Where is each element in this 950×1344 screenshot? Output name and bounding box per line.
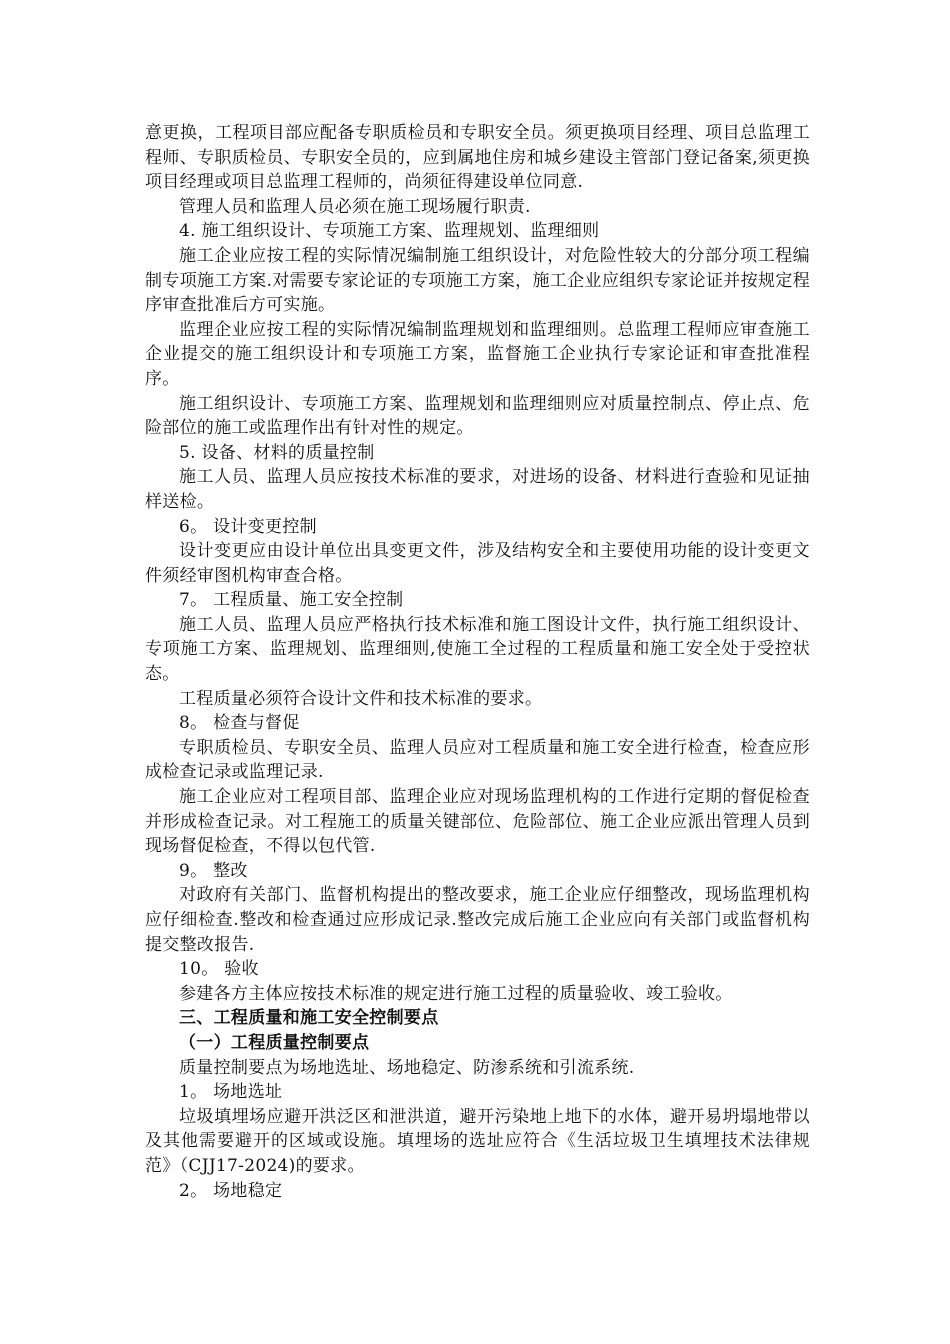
- paragraph: 10。 验收: [179, 959, 259, 980]
- paragraph: 施工人员、监理人员应严格执行技术标准和施工图设计文件，执行施工组织设计、专项施工方案、监理规划、监理细则,使施工全过程的工程质量和施工安全处于受控状态。: [145, 614, 810, 685]
- paragraph: 意更换，工程项目部应配备专职质检员和专职安全员。须更换项目经理、项目总监理工程师、专职质检员、专职安全员的，应到属地住房和城乡建设主管部门登记备案,须更换项目经理或项目总监理工程师的，尚须征得建设单位同意.: [145, 123, 810, 193]
- section-heading: （一）工程质量控制要点: [179, 1032, 370, 1053]
- paragraph: 施工企业应按工程的实际情况编制施工组织设计，对危险性较大的分部分项工程编制专项施工方案.对需要专家论证的专项施工方案，施工企业应组织专家论证并按规定程序审查批准后方可实施。: [145, 245, 810, 316]
- paragraph: 1。 场地选址: [179, 1082, 283, 1103]
- paragraph: 设计变更应由设计单位出具变更文件，涉及结构安全和主要使用功能的设计变更文件须经审图机构审查合格。: [145, 541, 810, 586]
- paragraph: 8。 检查与督促: [179, 713, 300, 734]
- paragraph: 管理人员和监理人员必须在施工现场履行职责.: [179, 196, 531, 217]
- paragraph: 参建各方主体应按技术标准的规定进行施工过程的质量验收、竣工验收。: [179, 983, 733, 1004]
- paragraph: 工程质量必须符合设计文件和技术标准的要求。: [179, 688, 543, 709]
- paragraph: 9。 整改: [179, 860, 248, 881]
- paragraph: 施工人员、监理人员应按技术标准的要求，对进场的设备、材料进行查验和见证抽样送检。: [145, 467, 810, 512]
- section-heading: 三、工程质量和施工安全控制要点: [179, 1008, 439, 1029]
- paragraph: 施工组织设计、专项施工方案、监理规划和监理细则应对质量控制点、停止点、危险部位的施工或监理作出有针对性的规定。: [145, 393, 810, 439]
- paragraph: 对政府有关部门、监督机构提出的整改要求，施工企业应仔细整改，现场监理机构应仔细检查.整改和检查通过应形成记录.整改完成后施工企业应向有关部门或监督机构提交整改报告.: [145, 885, 810, 955]
- paragraph: 专职质检员、专职安全员、监理人员应对工程质量和施工安全进行检查，检查应形成检查记录或监理记录.: [145, 737, 810, 783]
- paragraph: 施工企业应对工程项目部、监理企业应对现场监理机构的工作进行定期的督促检查并形成检查记录。对工程施工的质量关键部位、危险部位、施工企业应派出管理人员到现场督促检查，不得以包代管.: [145, 787, 810, 857]
- document-page: [145, 121, 810, 1203]
- paragraph: 质量控制要点为场地选址、场地稳定、防渗系统和引流系统.: [179, 1057, 635, 1078]
- paragraph: 5. 设备、材料的质量控制: [179, 442, 375, 463]
- paragraph: 7。 工程质量、施工安全控制: [179, 590, 404, 611]
- paragraph: 监理企业应按工程的实际情况编制监理规划和监理细则。总监理工程师应审查施工企业提交的施工组织设计和专项施工方案，监督施工企业执行专家论证和审查批准程序。: [145, 319, 810, 389]
- paragraph: 4. 施工组织设计、专项施工方案、监理规划、监理细则: [179, 221, 600, 242]
- paragraph: 垃圾填埋场应避开洪泛区和泄洪道，避开污染地上地下的水体，避开易坍塌地带以及其他需要避开的区域或设施。填埋场的选址应符合《生活垃圾卫生填埋技术法律规范》（CJJ17-2024)的要求。: [145, 1106, 810, 1176]
- paragraph: 2。 场地稳定: [179, 1180, 283, 1201]
- paragraph: 6。 设计变更控制: [179, 516, 317, 537]
